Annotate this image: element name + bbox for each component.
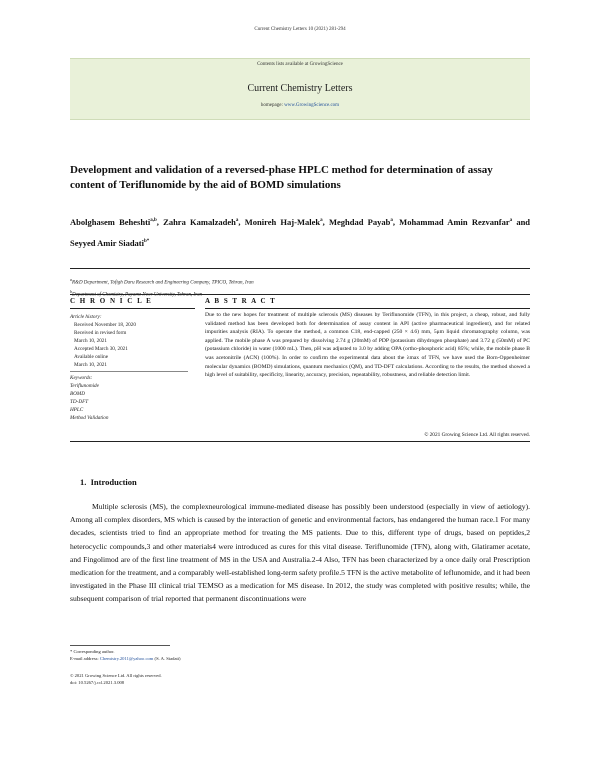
abstract-bottom-divider (70, 441, 530, 442)
page-footer (70, 672, 530, 686)
author-name: Mohammad Amin Rezvanfar (399, 216, 510, 227)
chronicle-heading: C H R O N I C L E (70, 297, 153, 305)
contents-line: Contents lists available at GrowingScience (257, 62, 343, 67)
keyword-item: HPLC (70, 407, 84, 413)
author-separator: , (238, 216, 245, 227)
footnotes (70, 648, 530, 662)
keywords-title: Keywords: (70, 375, 93, 381)
author-separator: , (156, 216, 164, 227)
article-history (70, 321, 195, 369)
homepage-line (70, 103, 530, 108)
history-line: Accepted March 30, 2021 (74, 346, 128, 352)
author-affiliation-mark: a (320, 218, 323, 223)
affiliation-mark: a (70, 277, 72, 282)
author-affiliation-mark: a (235, 218, 239, 223)
abstract-heading: A B S T R A C T (205, 297, 277, 305)
footnote-divider (70, 645, 170, 646)
history-line: Received November 18, 2020 (74, 322, 136, 328)
history-line: March 10, 2021 (74, 338, 107, 344)
footer-doi: doi: 10.5267/j.ccl.2021.3.008 (70, 680, 125, 685)
affiliations (70, 276, 530, 299)
history-line: Received in revised form (74, 330, 127, 336)
section-heading (80, 477, 137, 487)
email-link[interactable]: Chemistry.2011@yahoo.com (99, 656, 154, 661)
author-name: Meghdad Payab (328, 216, 391, 227)
journal-banner (70, 58, 530, 120)
affiliation-mark: b (70, 288, 72, 294)
affiliation-line (70, 276, 530, 288)
affiliation-text: Department of Chemistry, Payame Noor University, Tehran, Iran (72, 292, 203, 298)
keyword-item: Teriflunomide (70, 383, 99, 389)
author-separator: and (512, 216, 531, 227)
keyword-item: BOMD (70, 391, 85, 397)
section-number: 1. (80, 477, 87, 487)
keywords-divider (70, 371, 188, 372)
history-line: March 10, 2021 (74, 362, 107, 368)
author-name: Zahra Kamalzadeh (163, 216, 236, 227)
footer-copyright: © 2021 Growing Science Ltd. All rights reserved. (70, 673, 162, 678)
author-list (70, 211, 530, 253)
abstract-divider (205, 308, 530, 309)
author-affiliation-mark: a,b (150, 218, 157, 223)
journal-name: Current Chemistry Letters (247, 83, 353, 94)
section-title: Introduction (90, 477, 137, 487)
email-suffix: (S. A. Siadati) (153, 656, 181, 661)
author-separator: , (392, 216, 400, 227)
keyword-list (70, 382, 195, 422)
article-history-title: Article history: (70, 314, 102, 320)
affiliation-divider (70, 268, 530, 269)
author-name: Seyyed Amir Siadati (70, 237, 144, 248)
running-head: Current Chemistry Letters 10 (2021) 281-294 (254, 27, 346, 32)
abstract-text: Due to the new hopes for treatment of multiple sclerosis (MS) diseases by Teriflunomide (TFN), in this project, a cheap, robust, and fully validated method has been developed both for determination of assay content in API (active pharmaceutical ingredient), and for related impurities analysis (RIA). To operate the method, a common C18, end-capped (250 × 4.6) mm, 5μm liquid chromatography column, was applied. The mobile phase A was prepared by dissolving 2.74 g (20mM) of PDP (potassium dihydrogen phosphate) and 3.72 g (50mM) of PC (potassium chloride) in water (1000 mL). Then, pH was adjusted to 3.0 by adding OPA (ortho-phosphoric acid) 85%; while, the mobile phase B was acetonitrile (ACN) (100%). In order to confirm the experimental data about the λmax of TFN, we have used the Born-Oppenheimer molecular dynamics (BOMD) simulations, quantum mechanics (QM), and TD-DFT calculations. According to the results, the method showed a high level of suitability, specificity, linearity, accuracy, precision, repeatability, robustness, and reliable detection limit. (205, 312, 530, 379)
author-separator: , (322, 216, 329, 227)
body-paragraph: Multiple sclerosis (MS), the complexneurological immune-mediated disease has possibly been understood (especially in view of aetiology). Among all complex disorders, MS which is caused by the interaction of genetic and environmental factors, has endangered the human race.1 For many decades, scientists tried to find an appropriate method for treating the MS patients. Due to this, different type of drugs, based on peptides,2 heterocyclic compounds,3 and other materials4 were introduced as cures for this vital disease. Teriflunomide (TFN), along with, Glatiramer acetate, and Fingolimod are of the first line treatment of MS in the USA and Australia.2-4 Also, TFN has been characterized by a once daily oral Prescription medication for the treatment, and a comparably well-established long-term safety profile.5 TFN is the active metabolite of leflunomide, and it had been investigated in the Phase III clinical trial TEMSO as a medication for MS disease. In 2012, the study was completed with positive results; while, the subsequent comparison of trial reported that permanent discontinuations were (70, 502, 530, 604)
author-affiliation-mark: a (509, 218, 513, 223)
author-name: Abolghasem Beheshti (70, 216, 151, 227)
keyword-item: TD-DFT (70, 399, 89, 405)
author-affiliation-mark: b* (144, 238, 150, 244)
history-line: Available online (74, 354, 109, 360)
affiliation-text: R&D Department, Tofigh Daru Research and Engineering Company, TPICO, Tehran, Iran (72, 280, 254, 286)
keyword-item: Method Validation (70, 415, 109, 421)
chronicle-divider-left (70, 308, 195, 309)
abstract-copyright: © 2021 Growing Science Ltd. All rights reserved. (424, 432, 530, 438)
author-affiliation-mark: a (390, 218, 393, 223)
email-label: E-mail address: (70, 656, 100, 661)
paper-title: Development and validation of a reversed-phase HPLC method for determination of assay content of Teriflunomide by the aid of BOMD simulations (70, 164, 493, 191)
homepage-label: homepage: (260, 103, 285, 108)
homepage-link[interactable]: www.GrowingScience.com (284, 103, 340, 108)
corresponding-author-note: * Corresponding author. (70, 649, 115, 654)
author-name: Monireh Haj-Malek (244, 216, 321, 227)
article-info (70, 313, 195, 422)
email-note (70, 655, 530, 662)
